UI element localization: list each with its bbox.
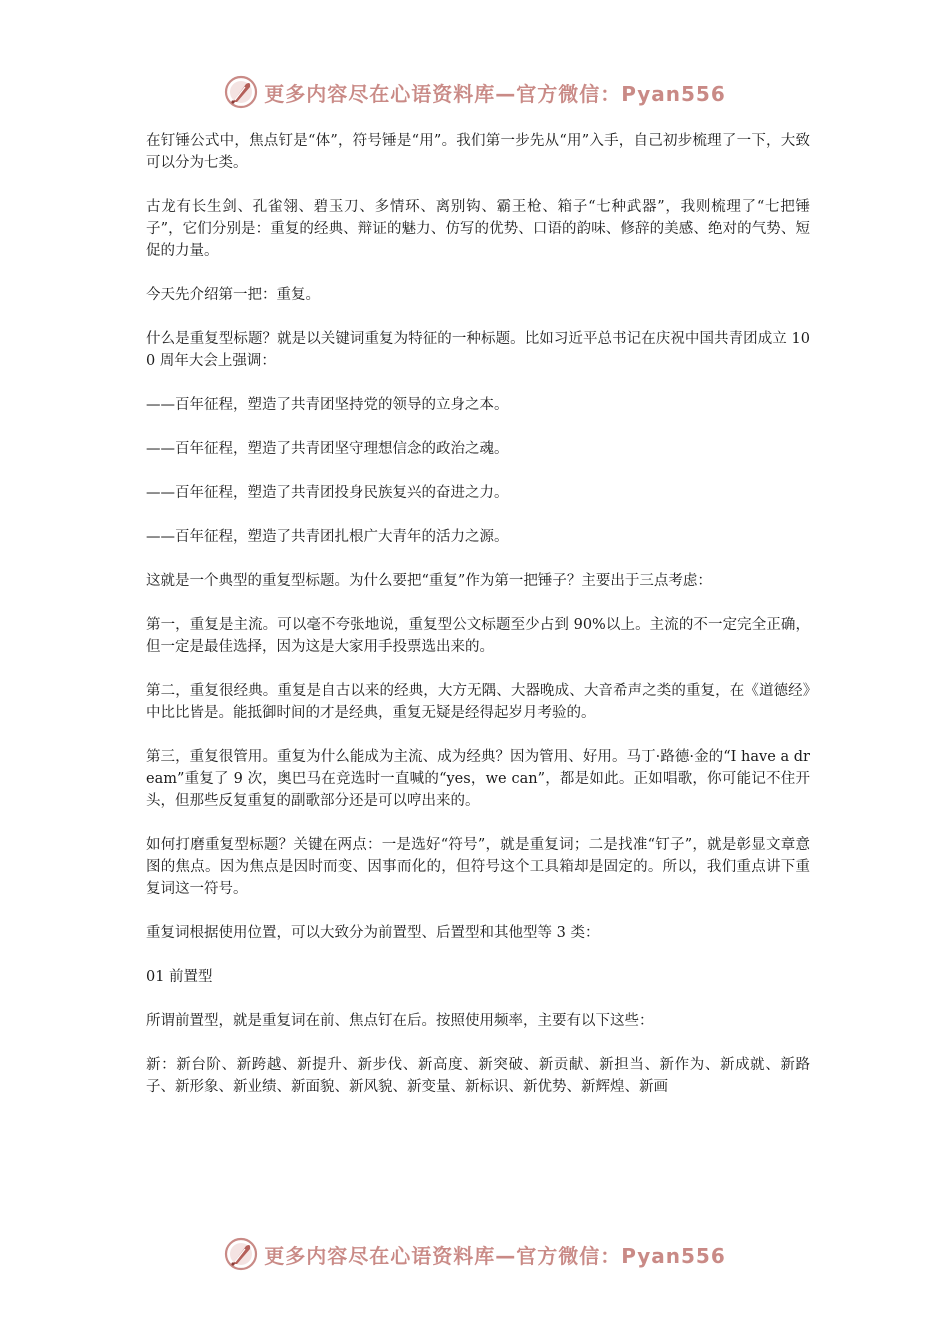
section-heading: 01 前置型: [146, 969, 213, 985]
paragraph: 第三，重复很管用。重复为什么能成为主流、成为经典？因为管用、好用。马丁·路德·金的“I have a dream”重复了 9 次，奥巴马在竞选时一直喊的“yes，we can”，都是如此。正如唱歌，你可能记不住开头，但那些反复重复的副歌部分还是可以哼出来的。: [146, 749, 810, 809]
quote-line: ——百年征程，塑造了共青团扎根广大青年的活力之源。: [146, 529, 509, 545]
paragraph: 在钉锤公式中，焦点钉是“体”，符号锤是“用”。我们第一步先从“用”入手，自己初步梳理了一下，大致可以分为七类。: [146, 133, 810, 171]
document-body: [146, 130, 810, 1120]
paragraph: 所谓前置型，就是重复词在前、焦点钉在后。按照使用频率，主要有以下这些：: [146, 1013, 654, 1029]
paragraph: 古龙有长生剑、孔雀翎、碧玉刀、多情环、离别钩、霸王枪、箱子“七种武器”，我则梳理了“七把锤子”，它们分别是：重复的经典、辩证的魅力、仿写的优势、口语的韵味、修辞的美感、绝对的气势、短促的力量。: [146, 199, 810, 259]
quill-pen-logo-icon: [224, 75, 258, 109]
paragraph: 什么是重复型标题？就是以关键词重复为特征的一种标题。比如习近平总书记在庆祝中国共青团成立 100 周年大会上强调：: [146, 331, 810, 369]
header-banner-text: 更多内容尽在心语资料库—官方微信：Pyan556: [264, 81, 726, 106]
paragraph: 第一，重复是主流。可以毫不夸张地说，重复型公文标题至少占到 90%以上。主流的不一定完全正确，但一定是最佳选择，因为这是大家用手投票选出来的。: [146, 617, 810, 655]
paragraph: 如何打磨重复型标题？关键在两点：一是选好“符号”，就是重复词；二是找准“钉子”，就是彰显文章意图的焦点。因为焦点是因时而变、因事而化的，但符号这个工具箱却是固定的。所以，我们重点讲下重复词这一符号。: [146, 837, 810, 897]
quote-line: ——百年征程，塑造了共青团投身民族复兴的奋进之力。: [146, 485, 509, 501]
header-watermark-banner: [0, 70, 950, 114]
paragraph: 新：新台阶、新跨越、新提升、新步伐、新高度、新突破、新贡献、新担当、新作为、新成就、新路子、新形象、新业绩、新面貌、新风貌、新变量、新标识、新优势、新辉煌、新画: [146, 1057, 810, 1095]
paragraph: 今天先介绍第一把：重复。: [146, 287, 320, 303]
quote-line: ——百年征程，塑造了共青团坚守理想信念的政治之魂。: [146, 441, 509, 457]
quote-line: ——百年征程，塑造了共青团坚持党的领导的立身之本。: [146, 397, 509, 413]
paragraph: 这就是一个典型的重复型标题。为什么要把“重复”作为第一把锤子？主要出于三点考虑：: [146, 573, 712, 589]
paragraph: 重复词根据使用位置，可以大致分为前置型、后置型和其他型等 3 类：: [146, 925, 600, 941]
paragraph: 第二，重复很经典。重复是自古以来的经典，大方无隅、大器晚成、大音希声之类的重复，在《道德经》中比比皆是。能抵御时间的才是经典，重复无疑是经得起岁月考验的。: [146, 683, 810, 721]
quill-pen-logo-icon: [224, 1237, 258, 1271]
footer-banner-text: 更多内容尽在心语资料库—官方微信：Pyan556: [264, 1243, 726, 1268]
footer-watermark-banner: [0, 1232, 950, 1276]
